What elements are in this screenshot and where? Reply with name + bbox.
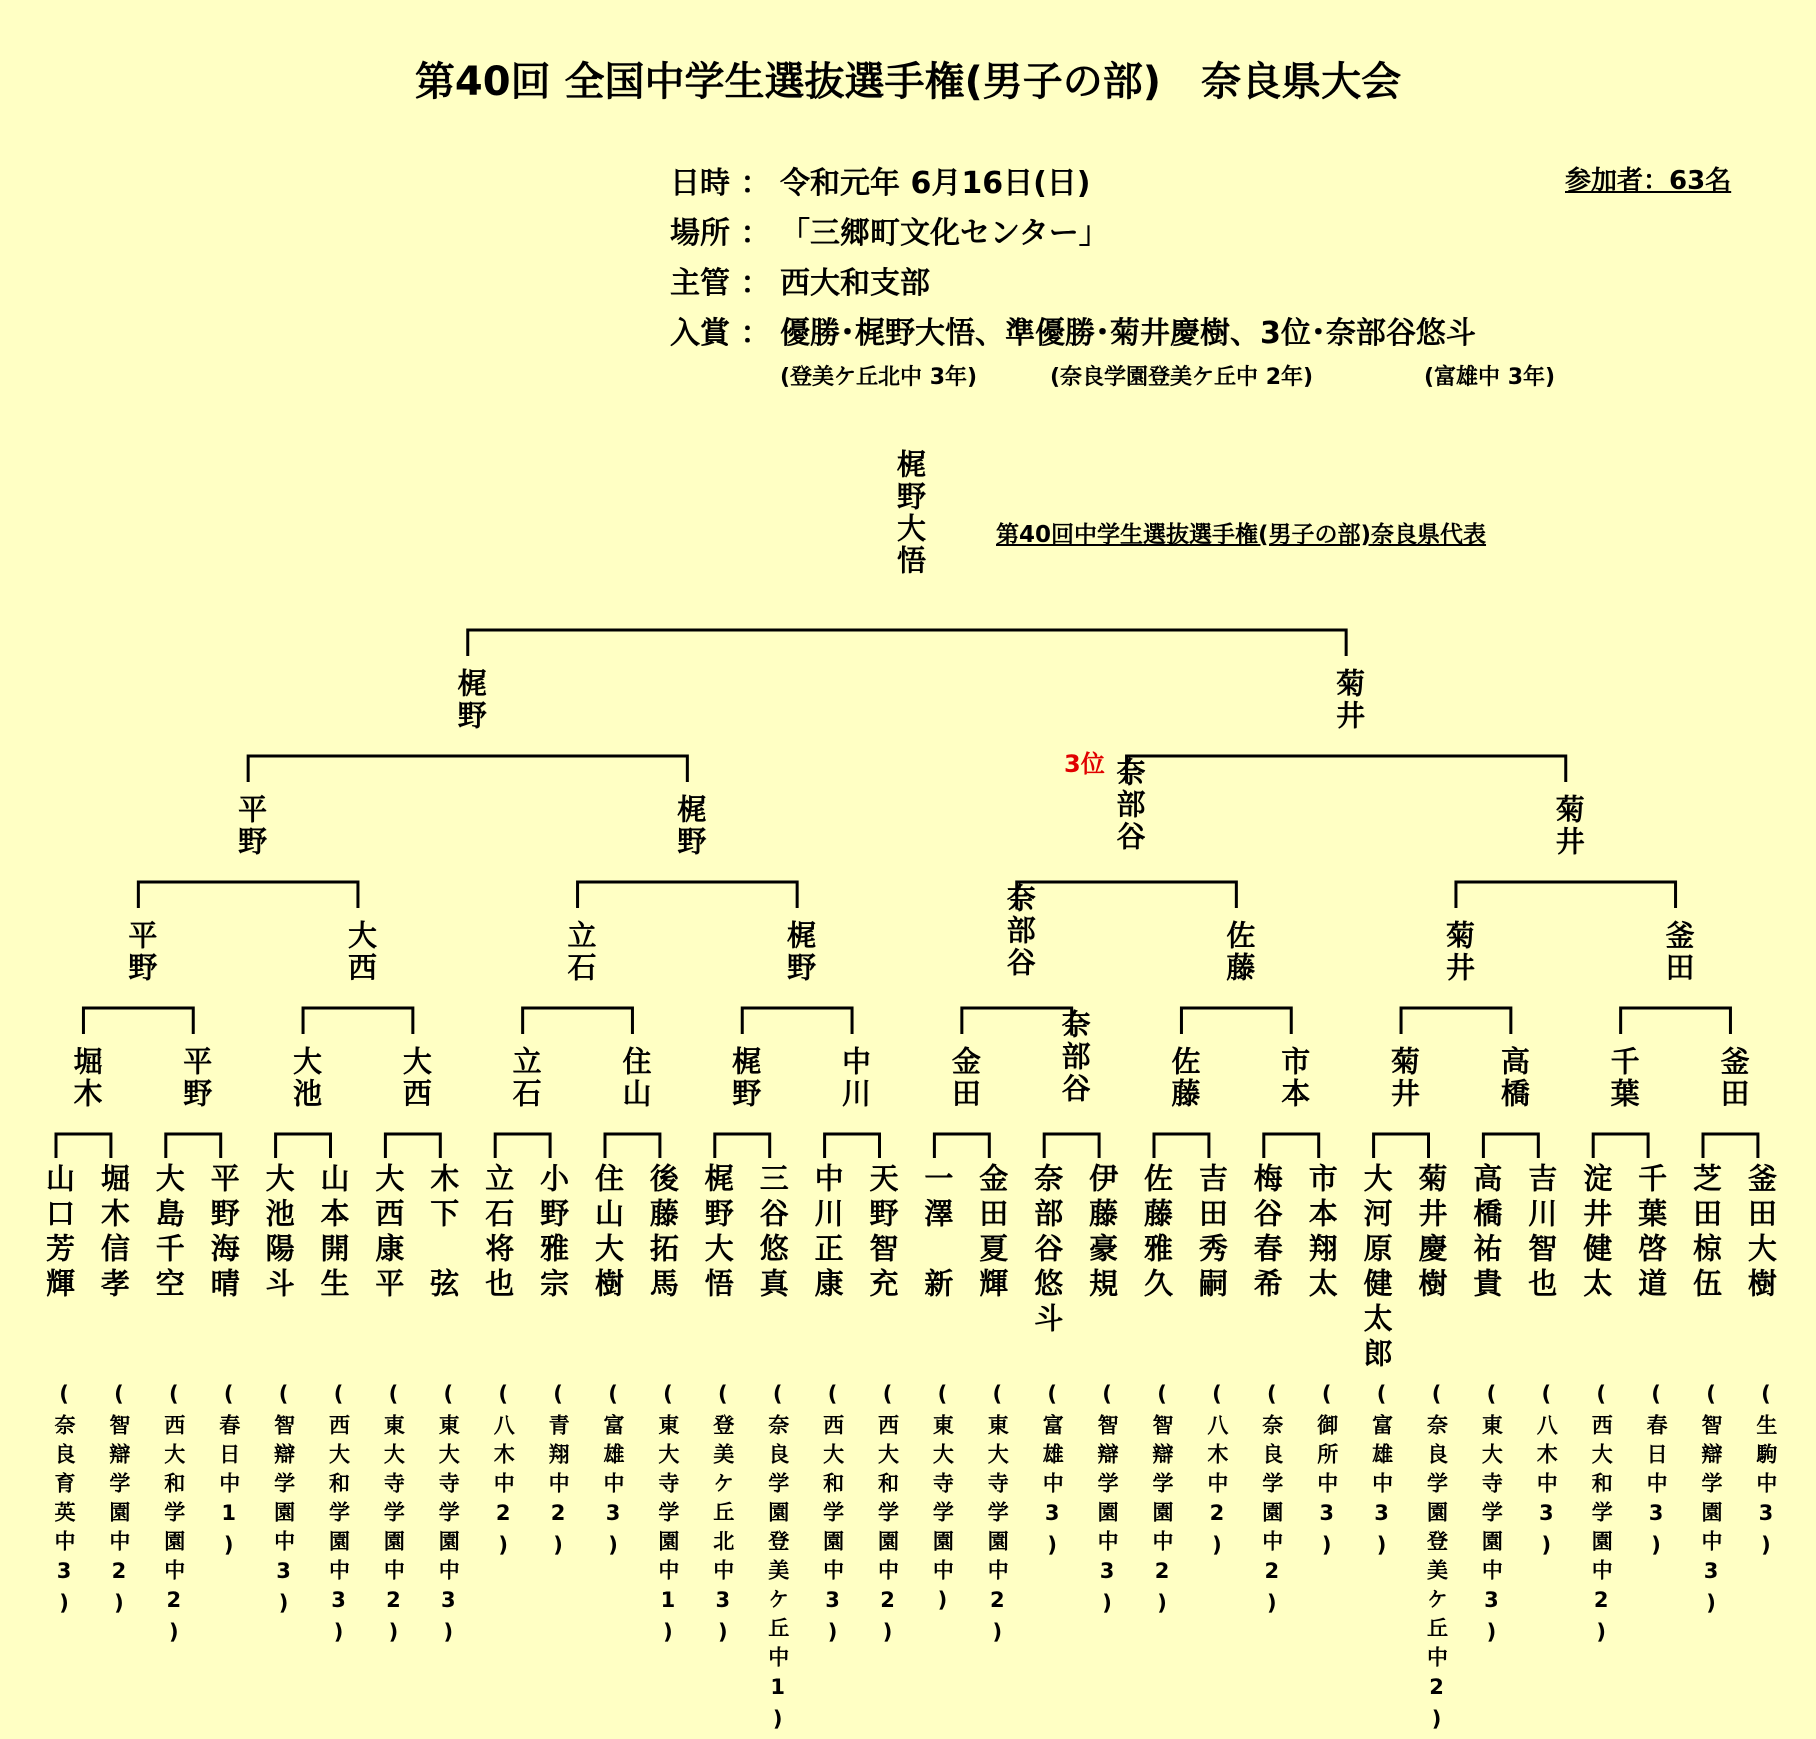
- player-name: 立石将也: [481, 1163, 516, 1303]
- player-name: 住山大樹: [591, 1163, 625, 1303]
- player-school: (八木中3): [1534, 1382, 1559, 1565]
- player-school: (智辯学園中3): [1095, 1382, 1120, 1623]
- bracket-connector: [1374, 1134, 1429, 1158]
- player-name: 金田夏輝: [975, 1163, 1010, 1303]
- player-name: 山口芳輝: [42, 1163, 76, 1303]
- player-school: (東大寺学園中2): [985, 1382, 1010, 1652]
- player-name: 中川正康: [810, 1163, 845, 1303]
- round2-winner: 中川: [838, 1046, 873, 1111]
- semi-winner: 菊井: [1551, 794, 1586, 859]
- bracket-connector: [1264, 1134, 1319, 1158]
- round2-winner: 奈部谷: [1057, 1008, 1092, 1105]
- semi-winner: 平野: [234, 794, 269, 859]
- round2-winner: 平野: [179, 1046, 214, 1111]
- player-name: 大西康平: [371, 1163, 406, 1303]
- round2-winner: 大池: [289, 1046, 324, 1111]
- player-school: (東大寺学園中2): [381, 1382, 406, 1652]
- third-place-label: 3位: [1064, 750, 1105, 778]
- info-venue-value: 「三郷町文化センター」: [780, 216, 1109, 251]
- bracket-connector: [1017, 882, 1237, 908]
- quarter-winner: 菊井: [1441, 920, 1476, 985]
- player-school: (奈良学園登美ケ丘中1): [765, 1382, 790, 1739]
- player-name: 小野雅宗: [536, 1163, 571, 1303]
- runnerup-affiliation: (奈良学園登美ケ丘中 2年): [1050, 365, 1314, 390]
- round2-winner: 市本: [1277, 1046, 1312, 1111]
- player-school: (東大寺学園中): [930, 1382, 955, 1620]
- page-title: 第40回 全国中学生選抜選手権(男子の部) 奈良県大会: [414, 59, 1402, 105]
- player-name: 後藤拓馬: [645, 1163, 680, 1303]
- round2-winner: 菊井: [1387, 1046, 1422, 1111]
- player-school: (智辯学園中3): [271, 1382, 296, 1623]
- bracket-connector: [1401, 1008, 1511, 1034]
- quarter-winner: 佐藤: [1222, 920, 1257, 985]
- player-name: 伊藤豪規: [1085, 1163, 1120, 1303]
- bracket-connector: [248, 756, 687, 782]
- quarter-winner: 大西: [343, 920, 378, 985]
- player-name: 梅谷春希: [1249, 1163, 1284, 1303]
- round2-winner: 梶野: [728, 1046, 763, 1111]
- bracket-connector: [166, 1134, 221, 1158]
- quarter-winner: 奈部谷: [1002, 882, 1037, 979]
- bracket-connector: [825, 1134, 880, 1158]
- player-school: (東大寺学園中3): [436, 1382, 461, 1652]
- player-name: 吉田秀嗣: [1194, 1163, 1229, 1303]
- player-school: (春日中1): [216, 1382, 241, 1565]
- round2-winner: 釜田: [1716, 1046, 1751, 1111]
- semi-winner: 奈部谷: [1112, 756, 1147, 853]
- bracket-connector: [934, 1134, 989, 1158]
- player-school: (奈良学園登美ケ丘中2): [1424, 1382, 1449, 1739]
- info-awards-value: 優勝･梶野大悟、準優勝･菊井慶樹、3位･奈部谷悠斗: [780, 316, 1476, 351]
- player-school: (智辯学園中2): [106, 1382, 131, 1623]
- player-name: 佐藤雅久: [1140, 1163, 1174, 1303]
- player-name: 釜田大樹: [1743, 1163, 1778, 1303]
- player-school: (春日中3): [1644, 1382, 1669, 1565]
- round2-winner: 佐藤: [1167, 1046, 1202, 1111]
- bracket-connector: [1621, 1008, 1731, 1034]
- bracket-connector: [1154, 1134, 1209, 1158]
- player-school: (智辯学園中3): [1699, 1382, 1723, 1623]
- bracket-connector: [523, 1008, 633, 1034]
- round2-winner: 立石: [508, 1046, 543, 1111]
- player-school: (生駒中3): [1753, 1382, 1778, 1565]
- participant-count: 参加者：63名: [1565, 166, 1732, 196]
- player-school: (智辯学園中2): [1150, 1382, 1174, 1623]
- info-date-key: 日時 ：: [670, 166, 771, 201]
- representative-caption: 第40回中学生選抜選手権(男子の部)奈良県代表: [996, 522, 1487, 548]
- player-school: (東大寺学園中1): [655, 1382, 680, 1652]
- player-name: 大島千空: [151, 1163, 186, 1303]
- player-name: 一澤 新: [920, 1163, 955, 1303]
- final-winner: 菊井: [1332, 668, 1367, 733]
- player-school: (東大寺学園中3): [1479, 1382, 1504, 1652]
- bracket-connector: [276, 1134, 331, 1158]
- bracket-connector: [138, 882, 358, 908]
- player-school: (奈良育英中3): [52, 1382, 76, 1623]
- player-name: 三谷悠真: [755, 1163, 790, 1303]
- player-name: 大河原健太郎: [1359, 1163, 1394, 1373]
- info-host-key: 主管 ：: [670, 266, 771, 301]
- info-host-value: 西大和支部: [780, 266, 930, 301]
- quarter-winner: 釜田: [1661, 920, 1696, 985]
- bracket-connector: [715, 1134, 770, 1158]
- bracket-connector: [303, 1008, 413, 1034]
- player-name: 千葉啓道: [1634, 1163, 1669, 1303]
- player-name: 木下 弦: [426, 1163, 461, 1303]
- player-school: (西大和学園中2): [161, 1382, 186, 1652]
- quarter-winner: 立石: [563, 920, 598, 985]
- player-name: 淀井健太: [1579, 1163, 1614, 1303]
- info-venue-key: 場所 ：: [670, 216, 771, 251]
- player-name: 大池陽斗: [261, 1163, 296, 1303]
- player-school: (富雄中3): [1369, 1382, 1394, 1565]
- player-name: 天野智充: [865, 1163, 900, 1303]
- player-name: 市本翔太: [1304, 1163, 1339, 1303]
- player-name: 奈部谷悠斗: [1030, 1163, 1065, 1338]
- winner-affiliation: (登美ケ丘北中 3年): [780, 365, 978, 390]
- player-school: (西大和学園中2): [875, 1382, 900, 1652]
- round2-winner: 高橋: [1496, 1046, 1531, 1111]
- bracket-connector: [56, 1134, 111, 1158]
- third-affiliation: (富雄中 3年): [1424, 365, 1556, 390]
- player-name: 山本開生: [316, 1163, 351, 1303]
- player-name: 梶野大悟: [700, 1163, 735, 1303]
- bracket-connector: [578, 882, 798, 908]
- bracket-connector: [742, 1008, 852, 1034]
- bracket-connector: [1127, 756, 1566, 782]
- player-name: 堀木信孝: [96, 1163, 131, 1303]
- bracket-connector: [1703, 1134, 1758, 1158]
- round2-winner: 千葉: [1606, 1046, 1641, 1111]
- quarter-winner: 平野: [124, 920, 159, 985]
- quarter-winner: 梶野: [783, 920, 818, 985]
- bracket-connector: [495, 1134, 550, 1158]
- bracket-connector: [385, 1134, 440, 1158]
- player-school: (西大和学園中3): [820, 1382, 845, 1652]
- final-winner: 梶野: [453, 668, 488, 733]
- bracket-connector: [1181, 1008, 1291, 1034]
- bracket-connector: [1456, 882, 1676, 908]
- player-school: (青翔中2): [546, 1382, 571, 1565]
- player-school: (八木中2): [491, 1382, 516, 1565]
- player-name: 平野海晴: [206, 1163, 241, 1303]
- player-name: 吉川智也: [1524, 1163, 1559, 1303]
- player-name: 菊井慶樹: [1414, 1163, 1449, 1303]
- player-school: (西大和学園中2): [1589, 1382, 1614, 1652]
- semi-winner: 梶野: [673, 794, 708, 859]
- bracket-connector: [468, 630, 1346, 656]
- player-school: (登美ケ丘北中3): [710, 1382, 735, 1652]
- player-school: (八木中2): [1204, 1382, 1229, 1565]
- round2-winner: 金田: [947, 1046, 982, 1111]
- champion-name: 梶野大悟: [892, 448, 927, 577]
- bracket-connector: [605, 1134, 660, 1158]
- round2-winner: 堀木: [69, 1046, 104, 1111]
- player-name: 高橋祐貴: [1469, 1163, 1504, 1303]
- player-name: 芝田椋伍: [1689, 1163, 1723, 1303]
- round2-winner: 大西: [398, 1046, 433, 1111]
- player-school: (富雄中3): [601, 1382, 625, 1565]
- info-awards-key: 入賞 ：: [670, 316, 771, 351]
- round2-winner: 住山: [618, 1046, 653, 1111]
- bracket-connector: [1044, 1134, 1099, 1158]
- bracket-connector: [1483, 1134, 1538, 1158]
- player-school: (御所中3): [1314, 1382, 1339, 1565]
- bracket-connector: [83, 1008, 193, 1034]
- player-school: (奈良学園中2): [1259, 1382, 1284, 1623]
- info-date-value: 令和元年 6月16日(日): [780, 166, 1091, 201]
- player-school: (西大和学園中3): [326, 1382, 351, 1652]
- bracket-connector: [1593, 1134, 1648, 1158]
- player-school: (富雄中3): [1040, 1382, 1065, 1565]
